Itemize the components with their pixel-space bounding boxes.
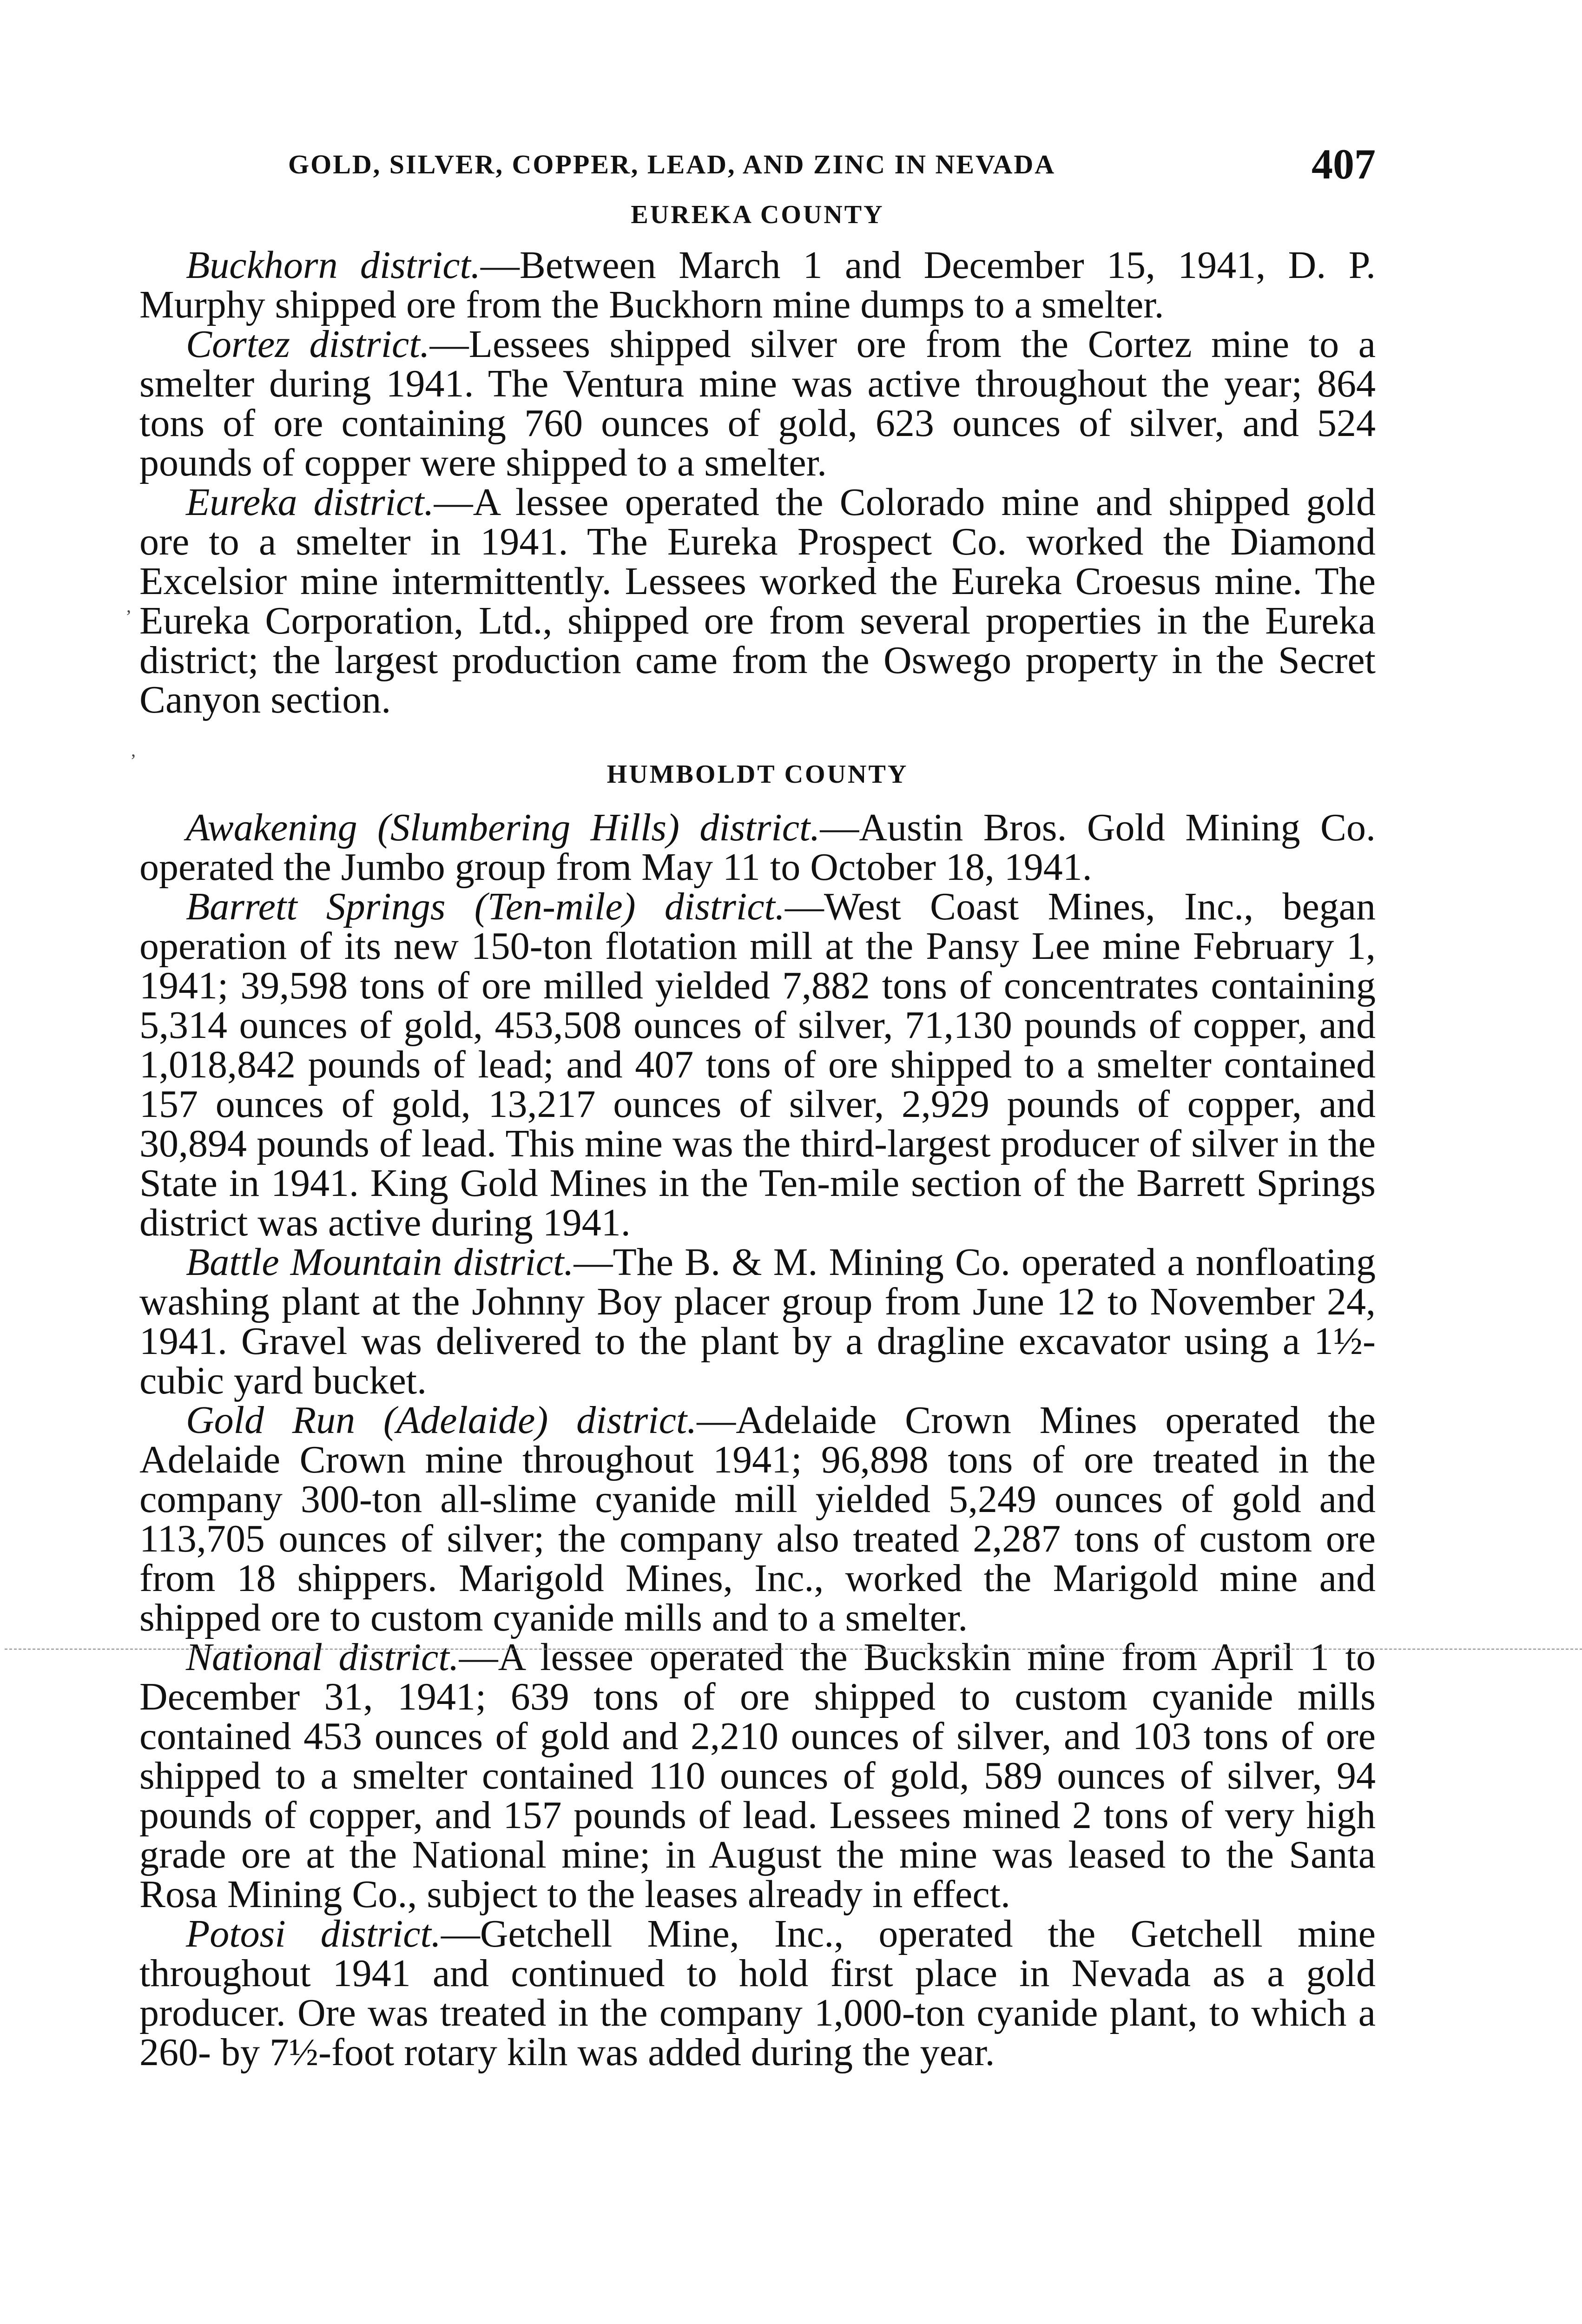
paragraph-potosi xyxy=(139,1914,1376,2072)
district-text: —West Coast Mines, Inc., began operation of its new 150-ton flotation mill at the Pansy Lee mine February 1, 1941; 39,598 tons of ore milled yielded 7,882 tons of concentrates containing 5,314 ounces of gold, 453,508 ounces of silver, 71,130 pounds of copper, and 1,018,842 pounds of lead; and 407 tons of ore shipped to a smelter contained 157 ounces of gold, 13,217 ounces of silver, 2,929 pounds of copper, and 30,894 pounds of lead. This mine was the third-largest producer of silver in the State in 1941. King Gold Mines in the Ten-mile section of the Barrett Springs district was active during 1941. xyxy=(139,885,1376,1244)
district-name: Battle Mountain district. xyxy=(186,1241,574,1284)
section-heading-eureka: EUREKA COUNTY xyxy=(631,200,884,229)
district-text: —A lessee operated the Buckskin mine from April 1 to December 31, 1941; 639 tons of ore shipped to custom cyanide mills contained 453 ounces of gold and 2,210 ounces of silver, and 103 tons of ore shipped to a smelter contained 110 ounces of gold, 589 ounces of silver, 94 pounds of copper, and 157 pounds of lead. Lessees mined 2 tons of very high grade ore at the National mine; in August the mine was leased to the Santa Rosa Mining Co., subject to the leases already in effect. xyxy=(139,1636,1376,1916)
district-name: Gold Run (Adelaide) district. xyxy=(186,1399,697,1442)
section-heading-humboldt: HUMBOLDT COUNTY xyxy=(606,760,909,789)
running-head xyxy=(139,139,1376,191)
running-title: GOLD, SILVER, COPPER, LEAD, AND ZINC IN NEVADA xyxy=(288,149,1056,179)
scan-fold-line xyxy=(5,1649,1582,1650)
page-number: 407 xyxy=(1312,140,1376,188)
paragraph-awakening xyxy=(139,808,1376,887)
district-name: Eureka district. xyxy=(186,481,434,524)
scan-speck: , xyxy=(131,739,136,760)
district-text: —The B. & M. Mining Co. operated a nonfloating washing plant at the Johnny Boy placer group from June 12 to November 24, 1941. Gravel was delivered to the plant by a dragline excavator using a 1½-cubic yard bucket. xyxy=(139,1241,1376,1402)
district-name: Barrett Springs (Ten-mile) district. xyxy=(186,885,785,928)
scan-speck: , xyxy=(126,595,131,616)
paragraph-eureka xyxy=(139,482,1376,720)
paragraph-barrett-springs xyxy=(139,887,1376,1242)
district-name: National district. xyxy=(186,1636,459,1679)
district-text: —Lessees shipped silver ore from the Cortez mine to a smelter during 1941. The Ventura mine was active throughout the year; 864 tons of ore containing 760 ounces of gold, 623 ounces of silver, and 524 pounds of copper were shipped to a smelter. xyxy=(139,323,1376,484)
page xyxy=(139,139,1376,2072)
district-text: —Getchell Mine, Inc., operated the Getchell mine throughout 1941 and continued to hold first place in Nevada as a gold producer. Ore was treated in the company 1,000-ton cyanide plant, to which a 260- by 7½-foot rotary kiln was added during the year. xyxy=(139,1912,1376,2074)
paragraph-gold-run xyxy=(139,1400,1376,1637)
district-text: —Austin Bros. Gold Mining Co. operated the Jumbo group from May 11 to October 18, 1941. xyxy=(139,806,1376,889)
district-text: —Between March 1 and December 15, 1941, D. P. Murphy shipped ore from the Buckhorn mine dumps to a smelter. xyxy=(139,244,1376,326)
district-name: Potosi district. xyxy=(186,1912,441,1955)
district-text: —A lessee operated the Colorado mine and shipped gold ore to a smelter in 1941. The Eureka Prospect Co. worked the Diamond Excelsior mine intermittently. Lessees worked the Eureka Croesus mine. The Eureka Corporation, Ltd., shipped ore from several properties in the Eureka district; the largest production came from the Oswego property in the Secret Canyon section. xyxy=(139,481,1376,721)
paragraph-battle-mountain xyxy=(139,1242,1376,1400)
district-text: —Adelaide Crown Mines operated the Adelaide Crown mine throughout 1941; 96,898 tons of ore treated in the company 300-ton all-slime cyanide mill yielded 5,249 ounces of gold and 113,705 ounces of silver; the company also treated 2,287 tons of custom ore from 18 shippers. Marigold Mines, Inc., worked the Marigold mine and shipped ore to custom cyanide mills and to a smelter. xyxy=(139,1399,1376,1639)
district-name: Awakening (Slumbering Hills) district. xyxy=(186,806,820,849)
paragraph-national xyxy=(139,1637,1376,1914)
district-name: Cortez district. xyxy=(186,323,430,366)
paragraph-buckhorn xyxy=(139,245,1376,324)
district-name: Buckhorn district. xyxy=(186,244,481,287)
paragraph-cortez xyxy=(139,324,1376,482)
